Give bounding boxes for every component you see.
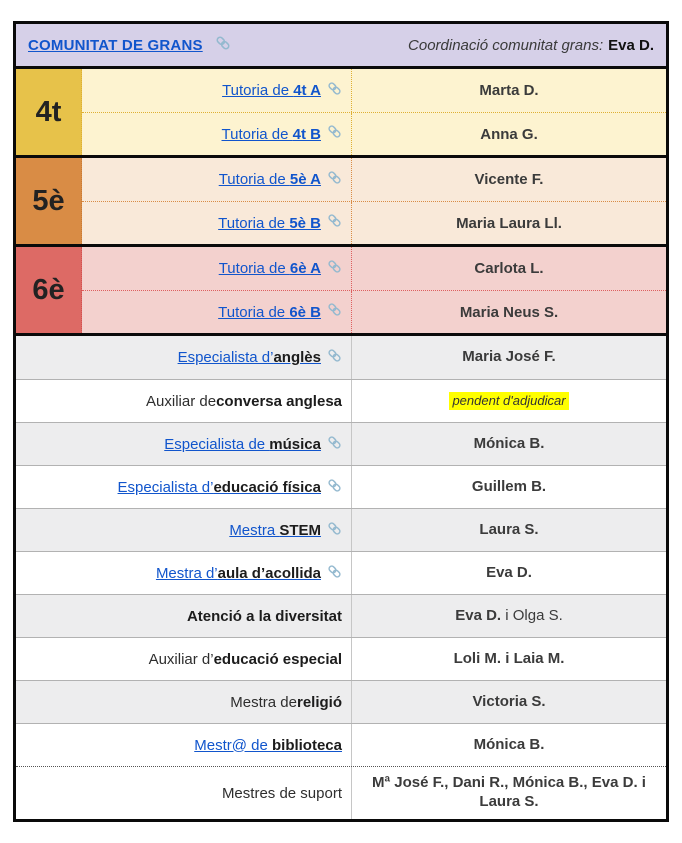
teacher-name: Maria Laura Ll.: [456, 214, 562, 232]
role-label: Atenció a la diversitat: [16, 595, 352, 637]
teacher-name: Mónica B.: [473, 735, 545, 753]
teacher-name: Anna G.: [480, 125, 538, 143]
table-row: [82, 247, 666, 290]
tutoria-4t-a-link[interactable]: Tutoria de 4t A: [222, 82, 321, 99]
table-row: [16, 422, 666, 465]
link-icon: [327, 259, 342, 279]
teacher-name: Marta D.: [479, 82, 539, 99]
table-row: [16, 508, 666, 551]
group-label-4t: 4t: [16, 69, 82, 155]
table-row: [16, 379, 666, 422]
teacher-name: Maria Neus S.: [459, 303, 559, 321]
table-row: [16, 465, 666, 508]
table-row: [16, 766, 666, 819]
teacher-name: Vicente F.: [474, 171, 544, 188]
role-label: Mestres de suport: [16, 767, 352, 819]
role-label: Auxiliar de conversa anglesa: [16, 380, 352, 422]
teacher-name: Mónica B.: [473, 434, 545, 452]
link-icon: [327, 564, 342, 583]
link-icon: [327, 213, 342, 233]
group-6e: [16, 247, 666, 336]
teacher-name: Laura S.: [479, 520, 539, 538]
coordination-label: Coordinació comunitat grans:: [408, 36, 604, 54]
link-icon: [327, 521, 342, 540]
teacher-name: Eva D.: [486, 563, 532, 581]
group-label-5e: 5è: [16, 158, 82, 244]
table-row: [82, 290, 666, 333]
table-row: [16, 637, 666, 680]
especialista-angles-link[interactable]: Especialista d’anglès: [177, 349, 321, 366]
tutoria-5e-a-link[interactable]: Tutoria de 5è A: [218, 171, 321, 188]
comunitat-grans-link[interactable]: COMUNITAT DE GRANS: [28, 36, 203, 54]
group-label-6e: 6è: [16, 247, 82, 333]
teacher-name: Loli M. i Laia M.: [453, 649, 565, 667]
link-icon: [327, 124, 342, 144]
table-row: [16, 336, 666, 379]
table-header: [16, 24, 666, 69]
teacher-name: Carlota L.: [474, 260, 544, 277]
coordination-text: [408, 37, 654, 54]
link-icon: [327, 348, 342, 367]
teacher-name: Eva D. i Olga S.: [455, 606, 563, 624]
tutoria-5e-b-link[interactable]: Tutoria de 5è B: [218, 214, 321, 232]
pending-badge: pendent d'adjudicar: [449, 392, 568, 410]
table-row: [16, 723, 666, 766]
link-icon: [215, 35, 231, 56]
table-row: [16, 551, 666, 594]
table-row: [16, 680, 666, 723]
coordinator-name: Eva D.: [608, 36, 654, 54]
link-icon: [327, 170, 342, 190]
mestra-biblioteca-link[interactable]: Mestr@ de biblioteca: [194, 736, 342, 754]
link-icon: [327, 478, 342, 497]
role-label: Mestra de religió: [16, 681, 352, 723]
teacher-name: Maria José F.: [462, 348, 556, 366]
especialista-educacio-fisica-link[interactable]: Especialista d’educació física: [117, 478, 321, 496]
especialista-musica-link[interactable]: Especialista de música: [164, 435, 321, 453]
link-icon: [327, 435, 342, 454]
group-4t: [16, 69, 666, 158]
link-icon: [327, 302, 342, 322]
staff-table: [13, 21, 669, 822]
tutoria-4t-b-link[interactable]: Tutoria de 4t B: [221, 125, 321, 143]
table-row: [82, 69, 666, 112]
teacher-name: Mª José F., Dani R., Mónica B., Eva D. i Laura S.: [372, 774, 646, 810]
teacher-name: Guillem B.: [471, 477, 547, 495]
table-row: [16, 594, 666, 637]
teacher-name: Victoria S.: [472, 692, 546, 710]
table-row: [82, 201, 666, 244]
table-row: [82, 158, 666, 201]
tutoria-6e-b-link[interactable]: Tutoria de 6è B: [218, 303, 321, 321]
mestra-stem-link[interactable]: Mestra STEM: [229, 521, 321, 539]
role-label: Auxiliar d’ educació especial: [16, 638, 352, 680]
table-row: [82, 112, 666, 155]
tutoria-6e-a-link[interactable]: Tutoria de 6è A: [218, 260, 321, 277]
mestra-aula-acollida-link[interactable]: Mestra d’aula d’acollida: [155, 564, 321, 582]
link-icon: [327, 81, 342, 101]
group-5e: [16, 158, 666, 247]
